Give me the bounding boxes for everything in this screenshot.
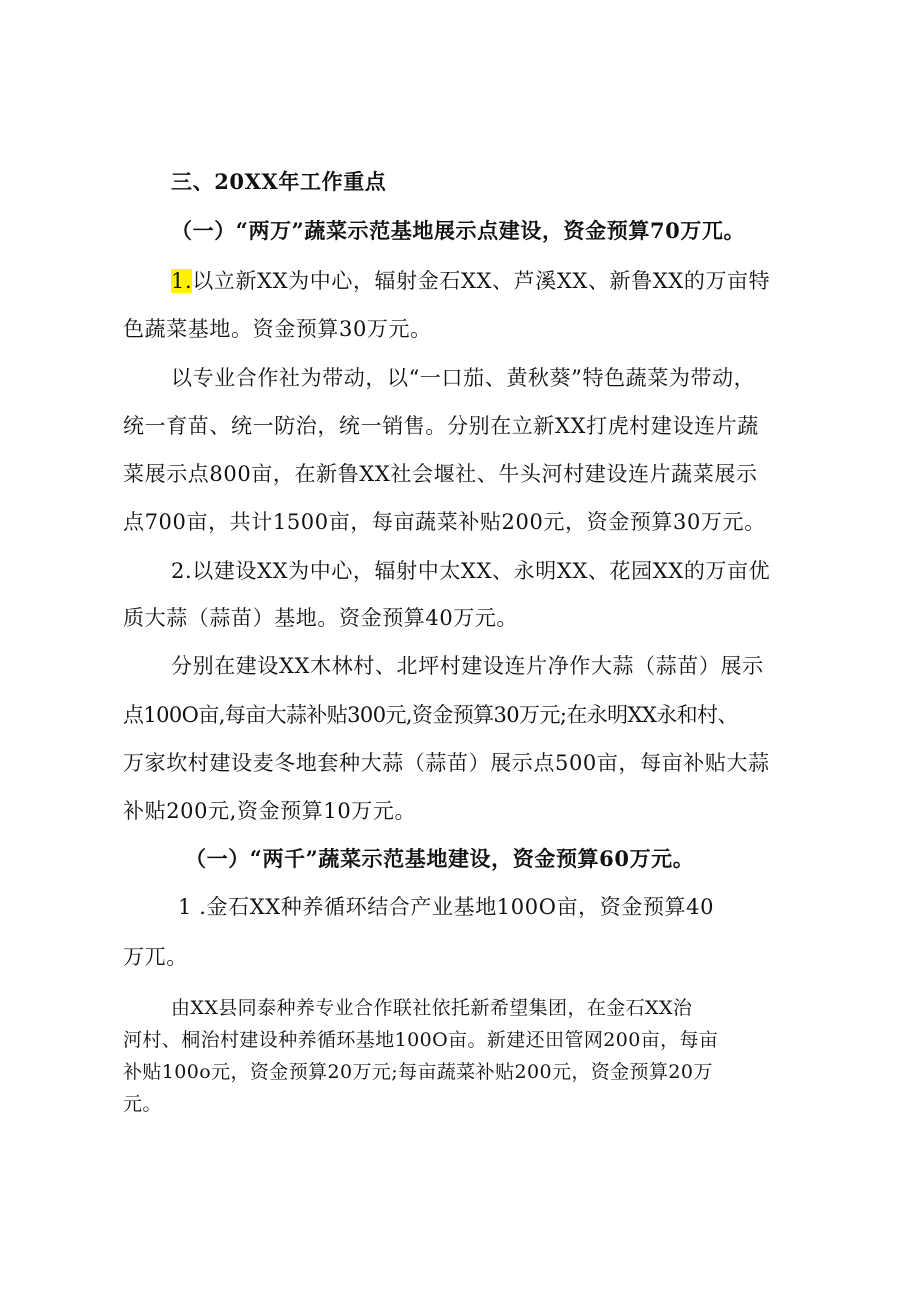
paragraph-2-line-3: 万家坎村建设麦冬地套种大蒜（蒜苗）展示点500亩，每亩补贴大蒜 bbox=[123, 751, 770, 775]
paragraph-2-line-4: 补贴200元,资金预算10万元。 bbox=[123, 799, 417, 823]
paragraph-1-line-2: 统一育苗、统一防治，统一销售。分别在立新XX打虎村建设连片蔬 bbox=[123, 414, 759, 438]
paragraph-1-line-3: 菜展示点800亩，在新鲁XX社会堰社、牛头河村建设连片蔬菜展示 bbox=[123, 462, 758, 486]
item-1-line-2: 色蔬菜基地。资金预算30万元。 bbox=[123, 317, 432, 341]
item-1-text: 以立新XX为中心，辐射金石XX、芦溪XX、新鲁XX的万亩特 bbox=[192, 269, 771, 293]
item-3-line-2: 万兀。 bbox=[123, 945, 188, 969]
subsection-heading-2: （一）“两千”蔬菜示范基地建设，资金预算60万元。 bbox=[185, 846, 695, 871]
item-1-number: 1. bbox=[171, 269, 193, 293]
paragraph-1-line-1: 以专业合作社为带动，以“一口茄、黄秋葵”特色蔬菜为带动， bbox=[171, 366, 756, 390]
paragraph-1-line-4: 点700亩，共计1500亩，每亩蔬菜补贴200元，资金预算30万元。 bbox=[123, 510, 766, 534]
paragraph-3-line-3: 补贴100o元，资金预算20万元;每亩蔬菜补贴200元，资金预算20万 bbox=[123, 1061, 713, 1083]
item-2-line-2: 质大蒜（蒜苗）基地。资金预算40万元。 bbox=[123, 606, 519, 630]
item-2-line-1: 2.以建设XX为中心，辐射中太XX、永明XX、花园XX的万亩优 bbox=[171, 559, 771, 583]
subsection-heading-1: （一）“两万”蔬菜示范基地展示点建设，资金预算70万兀。 bbox=[171, 218, 746, 243]
paragraph-3-line-2: 河村、桐治村建设种养循环基地100O亩。新建还田管网200亩，每亩 bbox=[123, 1029, 719, 1051]
paragraph-3-line-4: 元。 bbox=[123, 1093, 162, 1115]
item-3-line-1: 1 .金石XX种养循环结合产业基地100O亩，资金预算40 bbox=[178, 895, 715, 919]
paragraph-3-line-1: 由XX县同泰种养专业合作联社依托新希望集团，在金石XX治 bbox=[171, 997, 693, 1019]
paragraph-2-line-1: 分别在建设XX木林村、北坪村建设连片净作大蒜（蒜苗）展示 bbox=[171, 654, 764, 678]
paragraph-2-line-2: 点100O亩,每亩大蒜补贴300元,资金预算30万元;在永明XX永和村、 bbox=[123, 703, 738, 727]
item-1-line-1 bbox=[171, 266, 770, 296]
section-heading: 三、20XX年工作重点 bbox=[171, 169, 387, 194]
